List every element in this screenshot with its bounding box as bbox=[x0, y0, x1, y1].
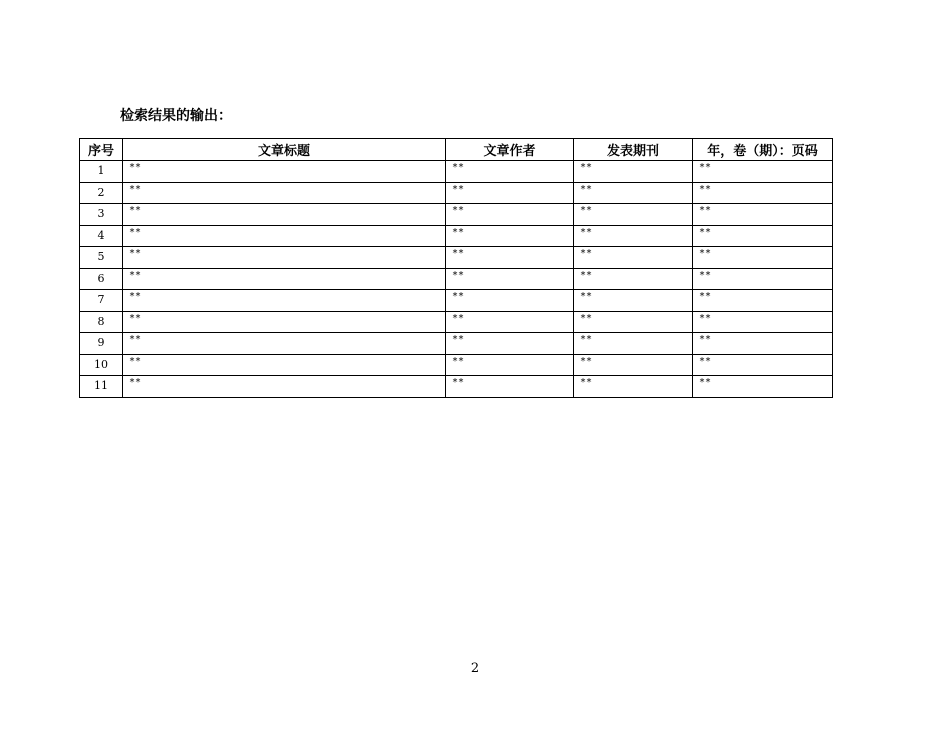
row-title: ** bbox=[123, 354, 446, 376]
row-citation: ** bbox=[693, 376, 833, 398]
row-citation: ** bbox=[693, 354, 833, 376]
header-author: 文章作者 bbox=[446, 139, 574, 161]
row-title: ** bbox=[123, 204, 446, 226]
row-index: 7 bbox=[80, 290, 123, 312]
header-title: 文章标题 bbox=[123, 139, 446, 161]
page-number: 2 bbox=[470, 661, 480, 676]
row-author: ** bbox=[446, 376, 574, 398]
table-header-row bbox=[80, 139, 833, 161]
row-author: ** bbox=[446, 182, 574, 204]
section-heading: 检索结果的输出： bbox=[120, 108, 232, 124]
row-index: 4 bbox=[80, 225, 123, 247]
row-title: ** bbox=[123, 182, 446, 204]
table-row bbox=[80, 247, 833, 269]
row-citation: ** bbox=[693, 247, 833, 269]
row-index: 6 bbox=[80, 268, 123, 290]
row-title: ** bbox=[123, 376, 446, 398]
row-index: 5 bbox=[80, 247, 123, 269]
row-journal: ** bbox=[574, 225, 693, 247]
row-journal: ** bbox=[574, 311, 693, 333]
row-title: ** bbox=[123, 161, 446, 183]
row-citation: ** bbox=[693, 204, 833, 226]
row-journal: ** bbox=[574, 268, 693, 290]
table-body bbox=[80, 161, 833, 398]
row-journal: ** bbox=[574, 376, 693, 398]
header-index: 序号 bbox=[80, 139, 123, 161]
row-index: 8 bbox=[80, 311, 123, 333]
row-journal: ** bbox=[574, 247, 693, 269]
row-author: ** bbox=[446, 225, 574, 247]
row-author: ** bbox=[446, 161, 574, 183]
row-title: ** bbox=[123, 333, 446, 355]
row-index: 9 bbox=[80, 333, 123, 355]
row-citation: ** bbox=[693, 268, 833, 290]
table-row bbox=[80, 376, 833, 398]
header-citation: 年，卷（期）：页码 bbox=[693, 139, 833, 161]
table-row bbox=[80, 225, 833, 247]
table-row bbox=[80, 290, 833, 312]
table-row bbox=[80, 311, 833, 333]
row-author: ** bbox=[446, 354, 574, 376]
row-journal: ** bbox=[574, 161, 693, 183]
row-citation: ** bbox=[693, 333, 833, 355]
row-title: ** bbox=[123, 247, 446, 269]
row-index: 1 bbox=[80, 161, 123, 183]
row-journal: ** bbox=[574, 182, 693, 204]
table-row bbox=[80, 182, 833, 204]
row-author: ** bbox=[446, 204, 574, 226]
row-citation: ** bbox=[693, 161, 833, 183]
row-title: ** bbox=[123, 225, 446, 247]
row-title: ** bbox=[123, 268, 446, 290]
row-journal: ** bbox=[574, 290, 693, 312]
row-index: 2 bbox=[80, 182, 123, 204]
row-author: ** bbox=[446, 247, 574, 269]
table-row bbox=[80, 268, 833, 290]
table-row bbox=[80, 161, 833, 183]
row-citation: ** bbox=[693, 182, 833, 204]
row-citation: ** bbox=[693, 225, 833, 247]
table-row bbox=[80, 354, 833, 376]
row-author: ** bbox=[446, 290, 574, 312]
row-journal: ** bbox=[574, 204, 693, 226]
row-title: ** bbox=[123, 290, 446, 312]
table-row bbox=[80, 333, 833, 355]
row-author: ** bbox=[446, 333, 574, 355]
header-journal: 发表期刊 bbox=[574, 139, 693, 161]
row-journal: ** bbox=[574, 333, 693, 355]
row-author: ** bbox=[446, 311, 574, 333]
row-index: 11 bbox=[80, 376, 123, 398]
row-author: ** bbox=[446, 268, 574, 290]
row-journal: ** bbox=[574, 354, 693, 376]
row-index: 10 bbox=[80, 354, 123, 376]
row-citation: ** bbox=[693, 290, 833, 312]
row-title: ** bbox=[123, 311, 446, 333]
results-table bbox=[79, 138, 833, 398]
row-citation: ** bbox=[693, 311, 833, 333]
row-index: 3 bbox=[80, 204, 123, 226]
table-row bbox=[80, 204, 833, 226]
